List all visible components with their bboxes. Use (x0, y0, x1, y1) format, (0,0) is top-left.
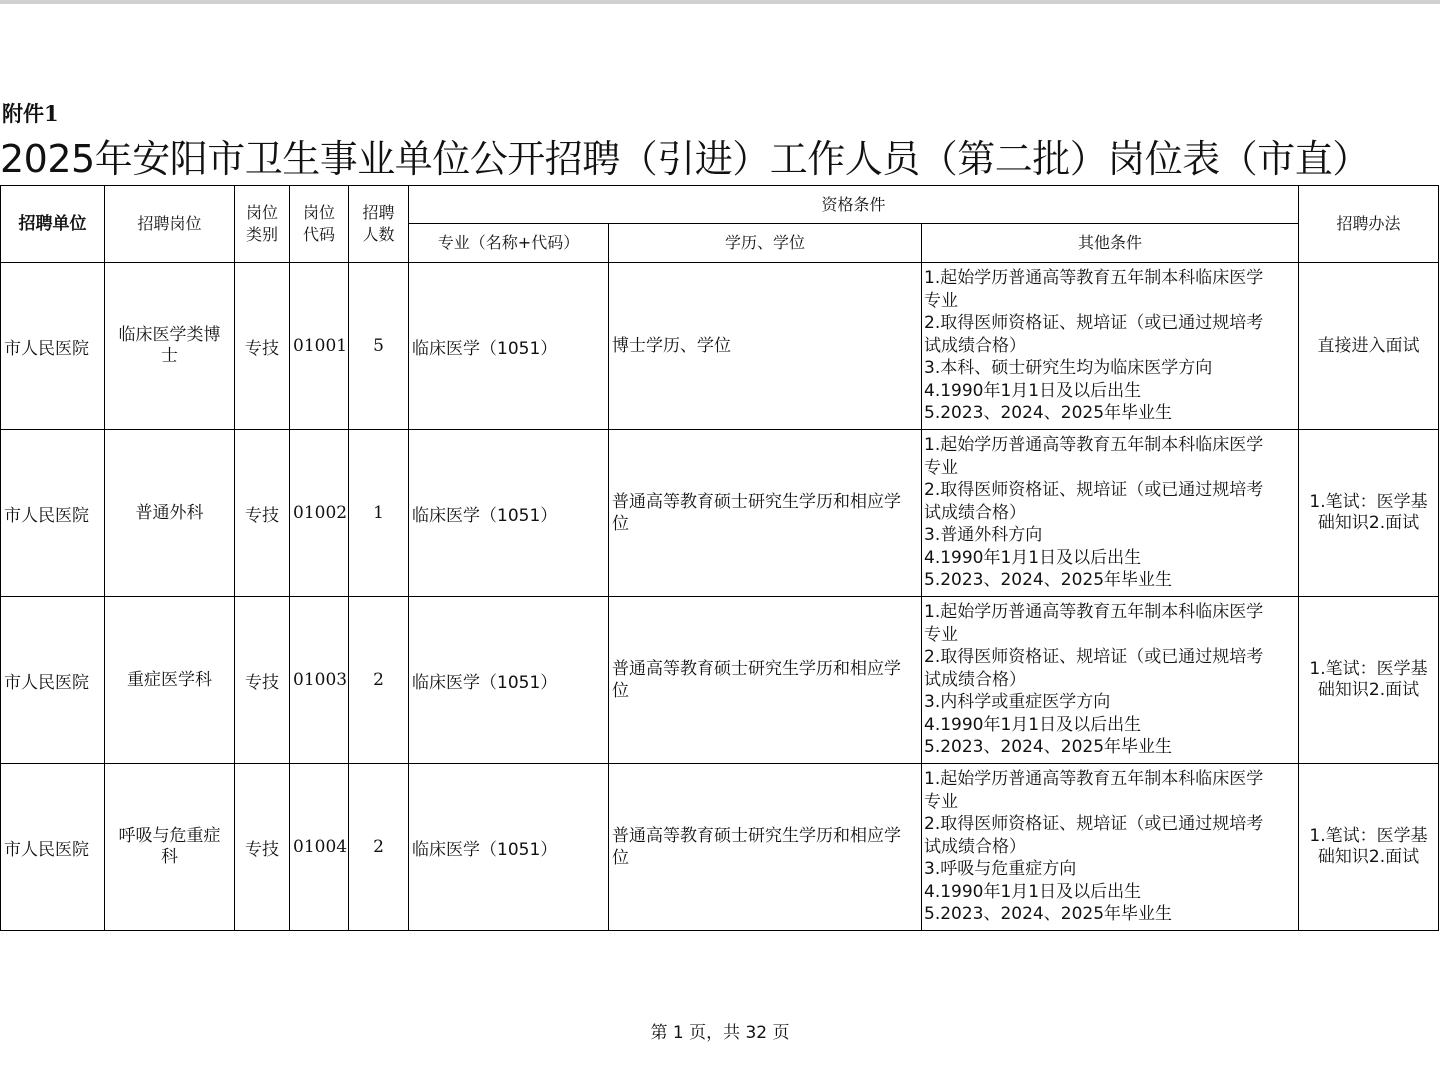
condition-line: 2.取得医师资格证、规培证（或已通过规培考 (924, 313, 1264, 334)
table-row (1, 263, 1439, 430)
positions-table (0, 185, 1439, 931)
top-divider (0, 0, 1440, 4)
cell-category: 专技 (235, 430, 290, 597)
table-row (1, 764, 1439, 931)
header-count: 招聘人数 (349, 186, 409, 263)
condition-line: 1.起始学历普通高等教育五年制本科临床医学 (924, 769, 1264, 790)
cell-major: 临床医学（1051） (409, 597, 609, 764)
cell-code: 01002 (290, 430, 349, 597)
table-body (1, 263, 1439, 931)
condition-line: 专业 (924, 624, 958, 645)
condition-line: 4.1990年1月1日及以后出生 (924, 881, 1142, 902)
condition-line: 专业 (924, 457, 958, 478)
cell-post: 呼吸与危重症科 (105, 764, 235, 931)
cell-other-conditions (922, 263, 1299, 430)
header-other: 其他条件 (922, 224, 1299, 263)
header-code: 岗位代码 (290, 186, 349, 263)
condition-line: 4.1990年1月1日及以后出生 (924, 380, 1142, 401)
cell-method: 1.笔试：医学基础知识2.面试 (1299, 430, 1439, 597)
header-education: 学历、学位 (609, 224, 922, 263)
condition-line: 专业 (924, 290, 958, 311)
cell-education: 普通高等教育硕士研究生学历和相应学位 (609, 597, 922, 764)
attachment-label: 附件1 (2, 101, 59, 126)
cell-post: 临床医学类博士 (105, 263, 235, 430)
cell-major: 临床医学（1051） (409, 263, 609, 430)
condition-line: 1.起始学历普通高等教育五年制本科临床医学 (924, 268, 1264, 289)
cell-count: 2 (349, 597, 409, 764)
cell-post: 重症医学科 (105, 597, 235, 764)
condition-line: 5.2023、2024、2025年毕业生 (924, 904, 1173, 925)
cell-method: 1.笔试：医学基础知识2.面试 (1299, 597, 1439, 764)
condition-line: 3.内科学或重症医学方向 (924, 692, 1111, 713)
cell-unit: 市人民医院 (1, 263, 105, 430)
condition-line: 5.2023、2024、2025年毕业生 (924, 570, 1173, 591)
condition-line: 2.取得医师资格证、规培证（或已通过规培考 (924, 647, 1264, 668)
cell-other-conditions (922, 764, 1299, 931)
header-major: 专业（名称+代码） (409, 224, 609, 263)
cell-education: 普通高等教育硕士研究生学历和相应学位 (609, 430, 922, 597)
cell-unit: 市人民医院 (1, 430, 105, 597)
condition-line: 试成绩合格） (924, 836, 1026, 857)
condition-line: 3.普通外科方向 (924, 525, 1043, 546)
condition-line: 试成绩合格） (924, 502, 1026, 523)
cell-post: 普通外科 (105, 430, 235, 597)
condition-line: 试成绩合格） (924, 669, 1026, 690)
cell-method: 1.笔试：医学基础知识2.面试 (1299, 764, 1439, 931)
condition-line: 1.起始学历普通高等教育五年制本科临床医学 (924, 435, 1264, 456)
condition-line: 3.本科、硕士研究生均为临床医学方向 (924, 358, 1213, 379)
condition-line: 1.起始学历普通高等教育五年制本科临床医学 (924, 602, 1264, 623)
cell-category: 专技 (235, 764, 290, 931)
header-method: 招聘办法 (1299, 186, 1439, 263)
cell-major: 临床医学（1051） (409, 430, 609, 597)
cell-major: 临床医学（1051） (409, 764, 609, 931)
cell-count: 5 (349, 263, 409, 430)
condition-line: 3.呼吸与危重症方向 (924, 859, 1077, 880)
cell-code: 01003 (290, 597, 349, 764)
cell-other-conditions (922, 430, 1299, 597)
cell-count: 1 (349, 430, 409, 597)
cell-education: 普通高等教育硕士研究生学历和相应学位 (609, 764, 922, 931)
condition-line: 5.2023、2024、2025年毕业生 (924, 737, 1173, 758)
page-footer: 第 1 页，共 32 页 (650, 1023, 790, 1043)
condition-line: 2.取得医师资格证、规培证（或已通过规培考 (924, 814, 1264, 835)
condition-line: 专业 (924, 791, 958, 812)
table-row (1, 597, 1439, 764)
condition-line: 试成绩合格） (924, 335, 1026, 356)
table-row (1, 430, 1439, 597)
header-qualifications: 资格条件 (409, 186, 1299, 224)
cell-code: 01004 (290, 764, 349, 931)
cell-other-conditions (922, 597, 1299, 764)
header-post: 招聘岗位 (105, 186, 235, 263)
header-category: 岗位类别 (235, 186, 290, 263)
cell-education: 博士学历、学位 (609, 263, 922, 430)
page-title: 2025年安阳市卫生事业单位公开招聘（引进）工作人员（第二批）岗位表（市直） (0, 137, 1370, 181)
condition-line: 5.2023、2024、2025年毕业生 (924, 403, 1173, 424)
condition-line: 4.1990年1月1日及以后出生 (924, 547, 1142, 568)
cell-count: 2 (349, 764, 409, 931)
condition-line: 2.取得医师资格证、规培证（或已通过规培考 (924, 480, 1264, 501)
cell-unit: 市人民医院 (1, 597, 105, 764)
cell-category: 专技 (235, 263, 290, 430)
cell-category: 专技 (235, 597, 290, 764)
cell-method: 直接进入面试 (1299, 263, 1439, 430)
condition-line: 4.1990年1月1日及以后出生 (924, 714, 1142, 735)
cell-code: 01001 (290, 263, 349, 430)
cell-unit: 市人民医院 (1, 764, 105, 931)
header-unit: 招聘单位 (1, 186, 105, 263)
